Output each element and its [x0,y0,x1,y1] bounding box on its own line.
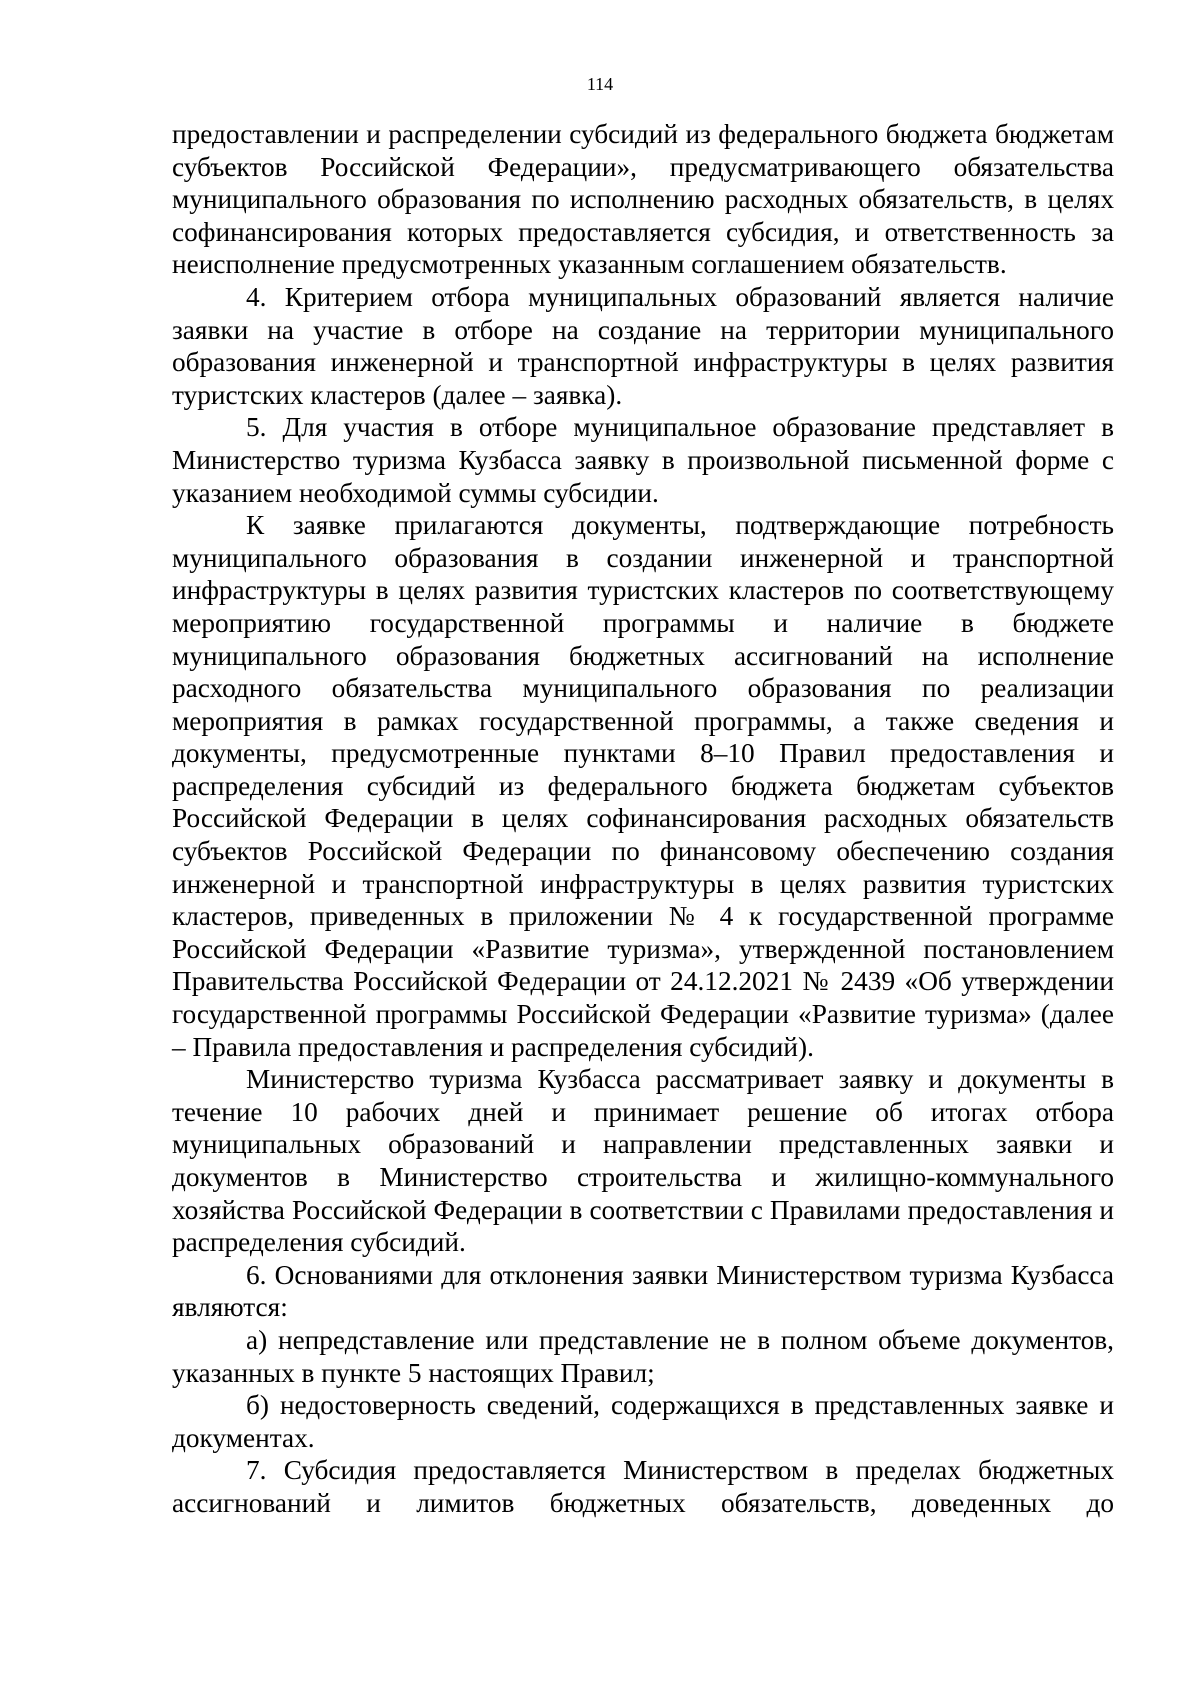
paragraph-item-6b: б) недостоверность сведений, содержащихся в представленных заявке и документах. [172,1390,1114,1453]
paragraph-review: Министерство туризма Кузбасса рассматривает заявку и документы в течение 10 рабочих дней и принимает решение об итогах отбора муниципальных образований и направлении представленных заявки и документов в Министерство строительства и жилищно-коммунального хозяйства Российской Федерации в соответствии с Правилами предоставления и распределения субсидий. [172,1064,1114,1258]
paragraph-item-4: 4. Критерием отбора муниципальных образований является наличие заявки на участие в отборе на создание на территории муниципального образования инженерной и транспортной инфраструктуры в целях развития туристских кластеров (далее – заявка). [172,281,1114,410]
paragraph-attachments: К заявке прилагаются документы, подтверждающие потребность муниципального образования в создании инженерной и транспортной инфраструктуры в целях развития туристских кластеров по соответствующему мероприятию государственной программы и наличие в бюджете муниципального образования бюджетных ассигнований на исполнение расходного обязательства муниципального образования по реализации мероприятия в рамках государственной программы, а также сведения и документы, предусмотренные пунктами 8–10 Правил предоставления и распределения субсидий из федерального бюджета бюджетам субъектов Российской Федерации в целях софинансирования расходных обязательств субъектов Российской Федерации по финансовому обеспечению создания инженерной и транспортной инфраструктуры в целях развития туристских кластеров, приведенных в приложении № 4 к государственной программе Российской Федерации «Развитие туризма», утвержденной постановлением Правительства Российской Федерации от 24.12.2021 № 2439 «Об утверждении государственной программы Российской Федерации «Развитие туризма» (далее – Правила предоставления и распределения субсидий). [172,510,1114,1062]
paragraph-item-5: 5. Для участия в отборе муниципальное образование представляет в Министерство туризма Кузбасса заявку в произвольной письменной форме с указанием необходимой суммы субсидии. [172,412,1114,508]
paragraph-item-6a: а) непредставление или представление не в полном объеме документов, указанных в пункте 5 настоящих Правил; [172,1324,1114,1388]
page-number: 114 [586,74,614,94]
document-body [172,118,1114,1520]
paragraph-item-6: 6. Основаниями для отклонения заявки Министерством туризма Кузбасса являются: [172,1259,1114,1323]
paragraph-continuation: предоставлении и распределении субсидий из федерального бюджета бюджетам субъектов Российской Федерации», предусматривающего обязательства муниципального образования по исполнению расходных обязательств, в целях софинансирования которых предоставляется субсидия, и ответственность за неисполнение предусмотренных указанным соглашением обязательств. [172,119,1114,280]
paragraph-item-7: 7. Субсидия предоставляется Министерством в пределах бюджетных ассигнований и лимитов бюджетных обязательств, доведенных до [172,1455,1114,1518]
